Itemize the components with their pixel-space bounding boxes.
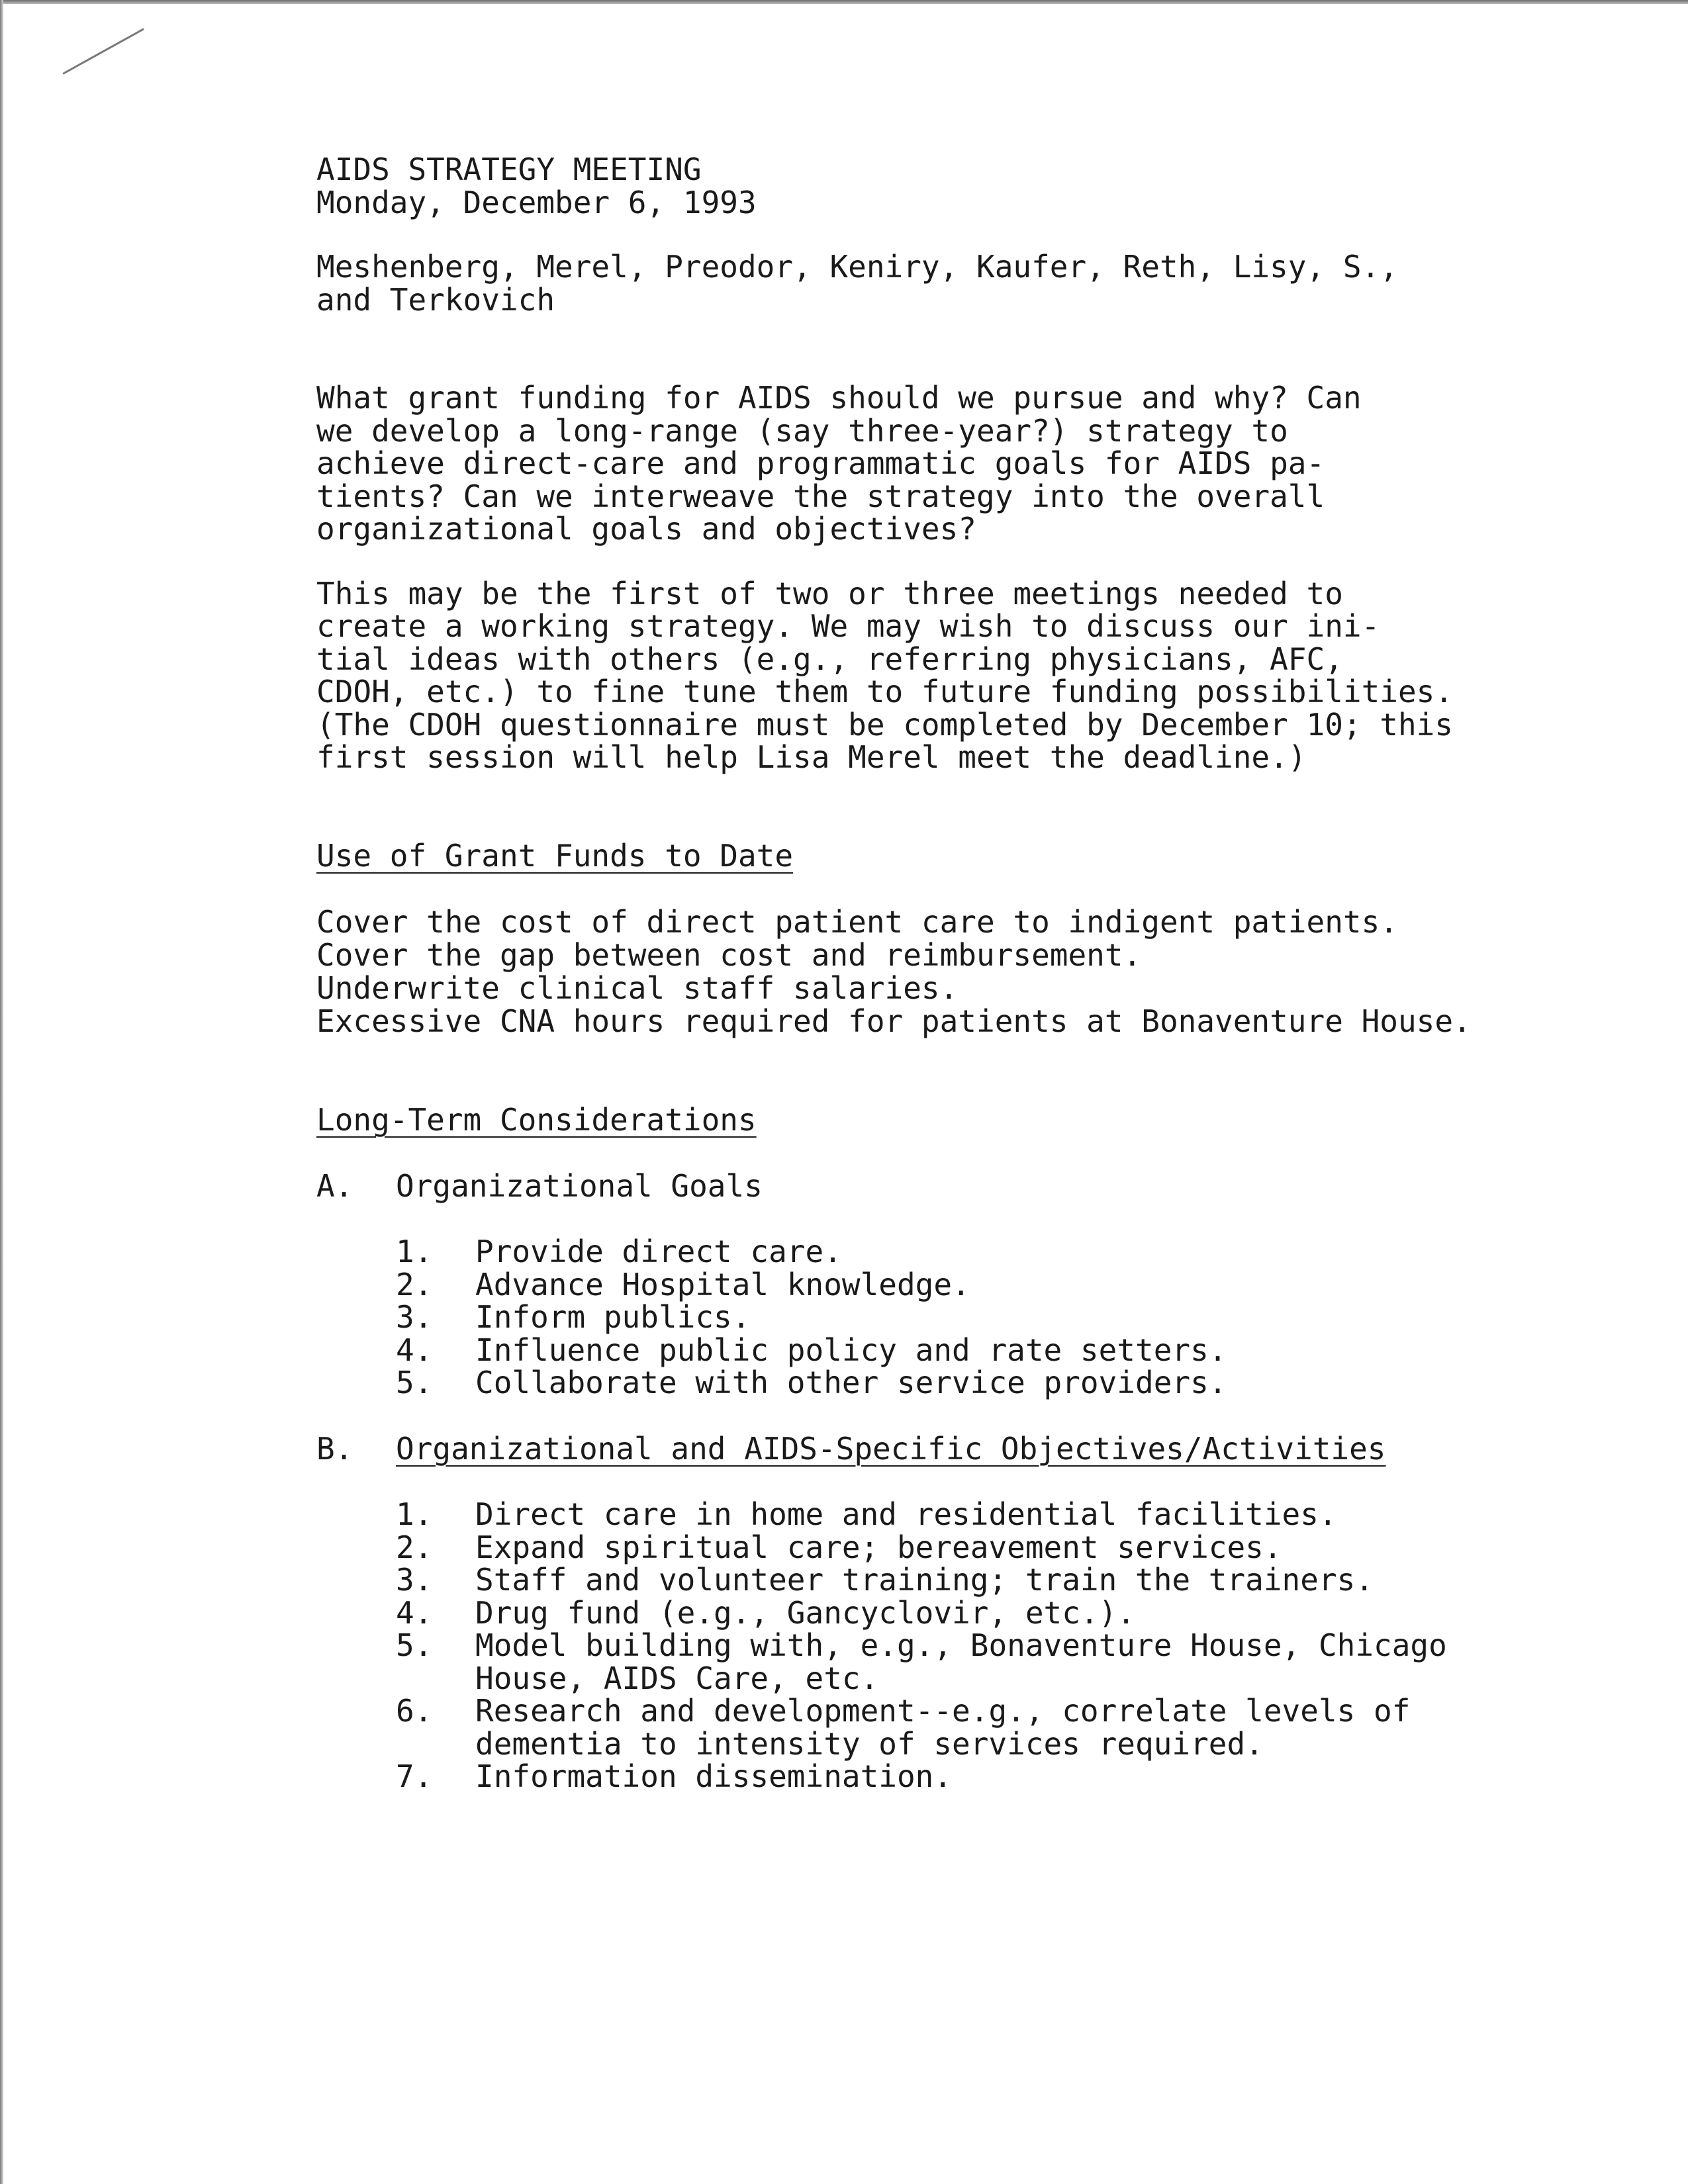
page-top-edge bbox=[0, 0, 1688, 4]
list-item: 1. Direct care in home and residential facilities. bbox=[396, 1496, 1337, 1532]
subsection-letter: A. bbox=[316, 1167, 353, 1204]
objectives-activities-list bbox=[396, 1498, 1614, 1794]
list-item: 5. Model building with, e.g., Bonaventure House, Chicago House, AIDS Care, etc. bbox=[396, 1627, 1447, 1696]
list-item: Cover the cost of direct patient care to indigent patients. bbox=[316, 904, 1398, 940]
document-header bbox=[316, 154, 1614, 219]
attendees-list: Meshenberg, Merel, Preodor, Keniry, Kaufer, Reth, Lisy, S., and Terkovich bbox=[316, 249, 1398, 318]
list-item: Cover the gap between cost and reimbursement. bbox=[316, 937, 1142, 973]
intro-paragraph: What grant funding for AIDS should we pursue and why? Can we develop a long-range (say three-year?) strategy to achieve direct-care and programmatic goals for AIDS pa- tients? Can we interweave the strategy into the overall organizational goals and objectives? bbox=[316, 380, 1362, 547]
subsection-title: Organizational Goals bbox=[396, 1167, 763, 1204]
list-item: 6. Research and development--e.g., correlate levels of dementia to intensity of services required. bbox=[396, 1693, 1411, 1762]
subsection-title: Organizational and AIDS-Specific Objectives/Activities bbox=[396, 1430, 1386, 1467]
page-left-edge bbox=[0, 0, 3, 2184]
list-item: 2. Advance Hospital knowledge. bbox=[396, 1266, 970, 1302]
context-paragraph: This may be the first of two or three meetings needed to create a working strategy. We may wish to discuss our ini- tial ideas with others (e.g., referring physicians, AFC, CDOH, etc.) to fine tune them to future funding possibilities. (The CDOH questionnaire must be completed by December 10; this first session will help Lisa Merel meet the deadline.) bbox=[316, 575, 1454, 775]
document-title: AIDS STRATEGY MEETING bbox=[316, 152, 702, 187]
section-heading-long-term: Long-Term Considerations bbox=[316, 1102, 757, 1138]
list-item: 2. Expand spiritual care; bereavement services. bbox=[396, 1529, 1282, 1565]
pen-mark bbox=[62, 28, 144, 74]
subsection-heading-a bbox=[316, 1167, 1614, 1204]
subsection-letter: B. bbox=[316, 1430, 353, 1467]
list-item: 5. Collaborate with other service providers. bbox=[396, 1365, 1227, 1400]
list-item: Underwrite clinical staff salaries. bbox=[316, 970, 959, 1006]
list-item: 3. Inform publics. bbox=[396, 1299, 751, 1335]
grant-funds-list bbox=[316, 905, 1614, 1038]
list-item: 4. Influence public policy and rate setters. bbox=[396, 1332, 1227, 1368]
subsection-heading-b bbox=[316, 1430, 1614, 1467]
list-item: 1. Provide direct care. bbox=[396, 1234, 842, 1269]
document-body bbox=[316, 154, 1614, 1794]
organizational-goals-list bbox=[396, 1236, 1614, 1400]
section-heading-grant-funds: Use of Grant Funds to Date bbox=[316, 837, 794, 874]
list-item: Excessive CNA hours required for patients at Bonaventure House. bbox=[316, 1003, 1472, 1039]
list-item: 3. Staff and volunteer training; train the trainers. bbox=[396, 1562, 1374, 1598]
meeting-date: Monday, December 6, 1993 bbox=[316, 184, 757, 220]
list-item: 7. Information dissemination. bbox=[396, 1758, 953, 1794]
list-item: 4. Drug fund (e.g., Gancyclovir, etc.). bbox=[396, 1594, 1135, 1631]
